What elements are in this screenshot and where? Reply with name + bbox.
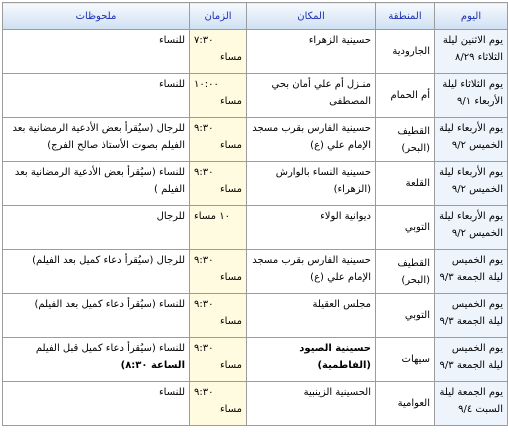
cell-day: يوم الخميس ليلة الجمعة ٩/٣ — [435, 294, 508, 338]
cell-time — [190, 118, 247, 162]
cell-notes — [3, 338, 190, 382]
cell-day: يوم الثلاثاء ليلة الأربعاء ٩/١ — [435, 74, 508, 118]
time-value: ٩:٣٠ — [194, 167, 214, 178]
table-row — [3, 30, 508, 74]
cell-notes: للنساء (سيُقرأ دعاء كميل بعد الفيلم) — [3, 294, 190, 338]
time-value: ٧:٣٠ — [194, 35, 214, 46]
cell-place: حسينية الفارس بقرب مسجد الإمام علي (ع) — [247, 118, 376, 162]
cell-time — [190, 30, 247, 74]
cell-day: يوم الأربعاء ليلة الخميس ٩/٢ — [435, 162, 508, 206]
cell-day: يوم الأربعاء ليلة الخميس ٩/٢ — [435, 118, 508, 162]
cell-place: حسينية الزهراء — [247, 30, 376, 74]
table-row — [3, 118, 508, 162]
time-period: مساء — [219, 404, 242, 415]
cell-area: القلعة — [376, 162, 435, 206]
cell-notes: للنساء — [3, 74, 190, 118]
time-value: ٩:٣٠ — [194, 123, 214, 134]
cell-notes: للنساء — [3, 382, 190, 426]
time-value: ١٠:٠٠ — [194, 79, 219, 90]
time-value: ٩:٣٠ — [194, 387, 214, 398]
cell-area: الجارودية — [376, 30, 435, 74]
cell-day: يوم الجمعة ليلة السبت ٩/٤ — [435, 382, 508, 426]
table-row — [3, 162, 508, 206]
cell-time — [190, 250, 247, 294]
cell-time — [190, 338, 247, 382]
cell-place: حسينية الفارس بقرب مسجد الإمام علي (ع) — [247, 250, 376, 294]
cell-time — [190, 294, 247, 338]
cell-notes: للرجال (سيُقرأ بعض الأدعية الرمضانية بعد الفيلم بصوت الأستاذ صالح الفرج) — [3, 118, 190, 162]
schedule-table — [2, 2, 508, 426]
cell-time — [190, 382, 247, 426]
cell-area: القطيف (البحر) — [376, 118, 435, 162]
time-period: مساء — [219, 52, 242, 63]
cell-area: التوبي — [376, 294, 435, 338]
cell-place: حسينية الصيود (الفاطمية) — [247, 338, 376, 382]
table-row — [3, 382, 508, 426]
cell-place: حسينية النساء بالوارش (الزهراء) — [247, 162, 376, 206]
table-row — [3, 250, 508, 294]
cell-time — [190, 74, 247, 118]
cell-time — [190, 206, 247, 250]
table-row — [3, 338, 508, 382]
time-value: ١٠ مساء — [194, 211, 230, 222]
header-notes: ملحوظات — [3, 3, 190, 30]
time-period: مساء — [219, 316, 242, 327]
cell-day: يوم الخميس ليلة الجمعة ٩/٣ — [435, 338, 508, 382]
cell-area: العوامية — [376, 382, 435, 426]
cell-place: مجلس العقيلة — [247, 294, 376, 338]
cell-notes: للنساء (سيُقرأ بعض الأدعية الرمضانية بعد الفيلم ) — [3, 162, 190, 206]
cell-notes: للنساء — [3, 30, 190, 74]
table-row — [3, 74, 508, 118]
cell-time — [190, 162, 247, 206]
time-period: مساء — [219, 184, 242, 195]
cell-notes: للرجال (سيُقرأ دعاء كميل بعد الفيلم) — [3, 250, 190, 294]
cell-area: التوبي — [376, 206, 435, 250]
header-area: المنطقة — [376, 3, 435, 30]
schedule-container — [2, 2, 503, 426]
cell-place: ديوانية الولاء — [247, 206, 376, 250]
cell-notes: للرجال — [3, 206, 190, 250]
cell-day: يوم الأربعاء ليلة الخميس ٩/٢ — [435, 206, 508, 250]
cell-day: يوم الخميس ليلة الجمعة ٩/٣ — [435, 250, 508, 294]
notes-text: للنساء (سيُقرأ دعاء كميل قبل الفيلم — [35, 343, 185, 354]
header-time: الزمان — [190, 3, 247, 30]
time-value: ٩:٣٠ — [194, 255, 214, 266]
cell-area: سيهات — [376, 338, 435, 382]
table-row — [3, 206, 508, 250]
time-period: مساء — [219, 272, 242, 283]
header-day: اليوم — [435, 3, 508, 30]
time-period: مساء — [219, 96, 242, 107]
cell-place: الحسينية الزينبية — [247, 382, 376, 426]
table-row — [3, 294, 508, 338]
time-value: ٩:٣٠ — [194, 299, 214, 310]
time-period: مساء — [219, 360, 242, 371]
cell-area: أم الحمام — [376, 74, 435, 118]
cell-place: منـزل أم علي أمان بحي المصطفى — [247, 74, 376, 118]
notes-time-emphasis: الساعة ٨:٣٠) — [120, 360, 185, 371]
cell-area: القطيف (البحر) — [376, 250, 435, 294]
time-value: ٩:٣٠ — [194, 343, 214, 354]
cell-day: يوم الاثنين ليلة الثلاثاء ٨/٢٩ — [435, 30, 508, 74]
header-row — [3, 3, 508, 30]
header-place: المكان — [247, 3, 376, 30]
time-period: مساء — [219, 140, 242, 151]
